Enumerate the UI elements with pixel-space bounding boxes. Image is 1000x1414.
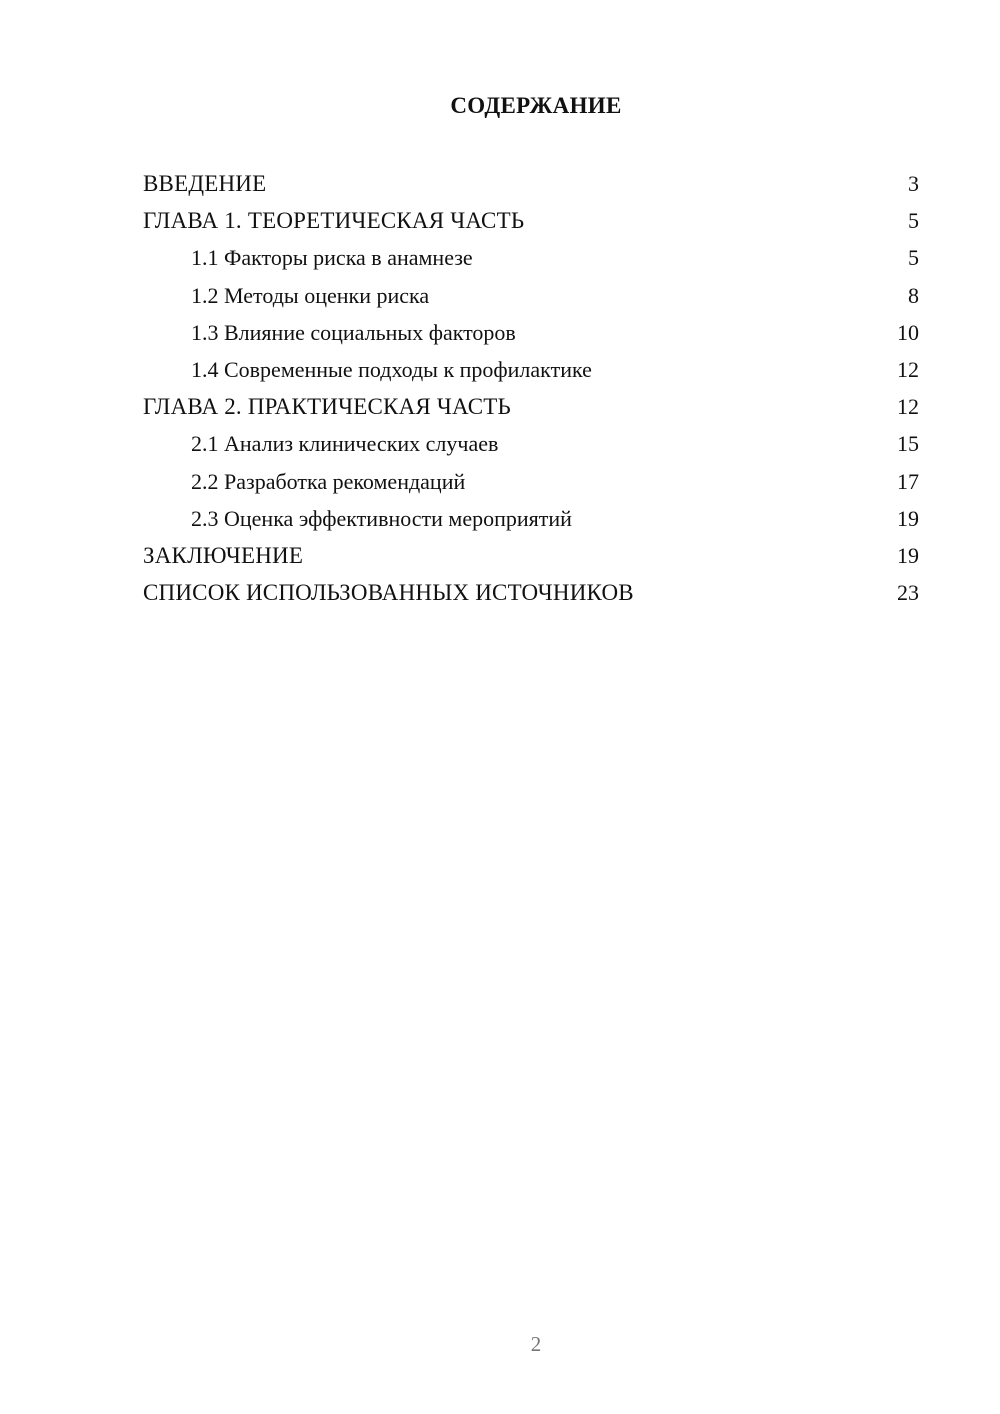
page-number: 2: [530, 1332, 542, 1356]
toc-entry-page: 12: [897, 394, 919, 420]
toc-entry-section-1-3: [143, 314, 919, 351]
toc-entry-page: 23: [897, 580, 919, 606]
toc-entry-page: 19: [897, 505, 919, 531]
toc-entry-page: 8: [908, 282, 919, 308]
toc-entry-page: 3: [908, 171, 919, 196]
toc-entry-label: СПИСОК ИСПОЛЬЗОВАННЫХ ИСТОЧНИКОВ: [143, 580, 634, 606]
toc-entry-label: 2.3 Оценка эффективности мероприятий: [191, 505, 572, 531]
toc-title: СОДЕРЖАНИЕ: [450, 93, 622, 118]
toc-entry-page: 17: [897, 468, 919, 494]
toc-entry-page: 5: [908, 245, 919, 271]
toc-entry-chapter-1: [143, 202, 919, 239]
toc-entry-chapter-2: [143, 388, 919, 425]
toc-entry-label: 2.1 Анализ клинических случаев: [191, 431, 499, 457]
toc-entry-label: ГЛАВА 1. ТЕОРЕТИЧЕСКАЯ ЧАСТЬ: [143, 208, 525, 234]
toc-entry-section-2-3: [143, 500, 919, 537]
table-of-contents: [143, 165, 919, 611]
toc-title-wrapper: [0, 93, 1000, 119]
toc-entry-references: [143, 574, 919, 611]
toc-entry-label: 1.4 Современные подходы к профилактике: [191, 356, 592, 382]
toc-entry-label: 2.2 Разработка рекомендаций: [191, 468, 466, 494]
toc-entry-label: ЗАКЛЮЧЕНИЕ: [143, 542, 304, 568]
toc-entry-page: 10: [897, 319, 919, 345]
toc-entry-label: 1.3 Влияние социальных факторов: [191, 319, 516, 345]
toc-entry-label: 1.2 Методы оценки риска: [191, 282, 430, 308]
toc-entry-section-1-2: [143, 277, 919, 314]
toc-entry-page: 5: [908, 208, 919, 234]
toc-entry-page: 19: [897, 542, 919, 568]
toc-entry-page: 12: [897, 356, 919, 382]
toc-entry-section-1-4: [143, 351, 919, 388]
toc-entry-section-1-1: [143, 239, 919, 276]
toc-entry-label: 1.1 Факторы риска в анамнезе: [191, 245, 473, 271]
toc-entry-page: 15: [897, 431, 919, 457]
toc-entry-label: ГЛАВА 2. ПРАКТИЧЕСКАЯ ЧАСТЬ: [143, 394, 511, 420]
toc-entry-label: ВВЕДЕНИЕ: [143, 171, 267, 196]
toc-entry-introduction: [143, 165, 919, 202]
toc-entry-section-2-2: [143, 463, 919, 500]
toc-entry-conclusion: [143, 537, 919, 574]
toc-entry-section-2-1: [143, 425, 919, 462]
